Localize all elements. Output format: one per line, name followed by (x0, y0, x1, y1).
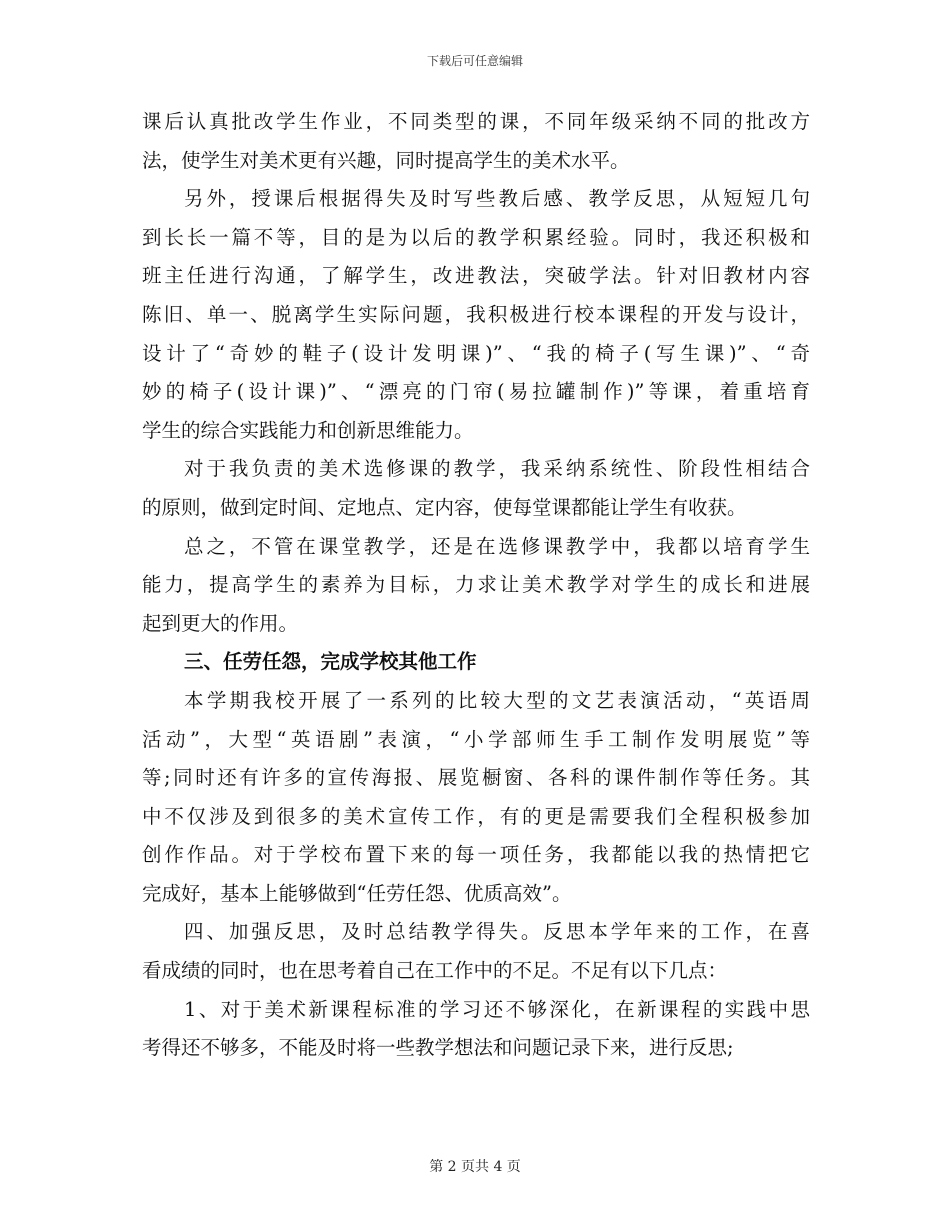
body-line: 课后认真批改学生作业，不同类型的课，不同年级采纳不同的批改方 (142, 110, 810, 133)
body-line: 中不仅涉及到很多的美术宣传工作，有的更是需要我们全程积极参加 (142, 804, 810, 828)
paragraph-start: 另外，授课后根据得失及时写些教后感、教学反思，从短短几句 (184, 187, 810, 211)
body-line: 的原则，做到定时间、定地点、定内容，使每堂课都能让学生有收获。 (142, 495, 747, 519)
body-line: 等;同时还有许多的宣传海报、展览橱窗、各科的课件制作等任务。其 (142, 766, 810, 790)
body-line: 妙的椅子(设计课)”、“漂亮的门帘(易拉罐制作)”等课，着重培育 (142, 380, 810, 404)
paragraph-start: 总之，不管在课堂教学，还是在选修课教学中，我都以培育学生 (184, 534, 810, 558)
body-line: 陈旧、单一、脱离学生实际问题，我积极进行校本课程的开发与设计， (142, 302, 810, 326)
body-line: 班主任进行沟通，了解学生，改进教法，突破学法。针对旧教材内容 (142, 264, 810, 288)
paragraph-start: 四、加强反思，及时总结教学得失。反思本学年来的工作，在喜 (184, 920, 810, 944)
body-line: 设计了“奇妙的鞋子(设计发明课)”、“我的椅子(写生课)”、“奇 (142, 341, 810, 365)
body-line: 完成好，基本上能够做到“任劳任怨、优质高效”。 (142, 881, 572, 905)
body-line: 看成绩的同时，也在思考着自己在工作中的不足。不足有以下几点： (142, 959, 728, 983)
page-header: 下载后可任意编辑 (426, 54, 523, 68)
paragraph-start: 对于我负责的美术选修课的教学，我采纳系统性、阶段性相结合 (184, 457, 810, 481)
body-line: 起到更大的作用。 (142, 611, 299, 635)
body-line: 创作作品。对于学校布置下来的每一项任务，我都能以我的热情把它 (142, 843, 810, 867)
document-body (142, 103, 810, 1068)
paragraph-start: 1、对于美术新课程标准的学习还不够深化，在新课程的实践中思 (184, 997, 810, 1021)
section-heading: 三、任劳任怨，完成学校其他工作 (184, 650, 477, 674)
body-line: 学生的综合实践能力和创新思维能力。 (142, 418, 474, 442)
body-line: 活动”，大型“英语剧”表演，“小学部师生手工制作发明展览”等 (142, 727, 810, 751)
paragraph-start: 本学期我校开展了一系列的比较大型的文艺表演活动，“英语周 (184, 688, 810, 712)
body-line: 法，使学生对美术更有兴趣，同时提高学生的美术水平。 (142, 148, 630, 172)
body-line: 能力，提高学生的素养为目标，力求让美术教学对学生的成长和进展 (142, 573, 810, 597)
body-line: 考得还不够多，不能及时将一些教学想法和问题记录下来，进行反思; (142, 1036, 734, 1060)
page-number: 第 2 页共 4 页 (429, 1159, 521, 1175)
body-line: 到长长一篇不等，目的是为以后的教学积累经验。同时，我还积极和 (142, 225, 810, 249)
